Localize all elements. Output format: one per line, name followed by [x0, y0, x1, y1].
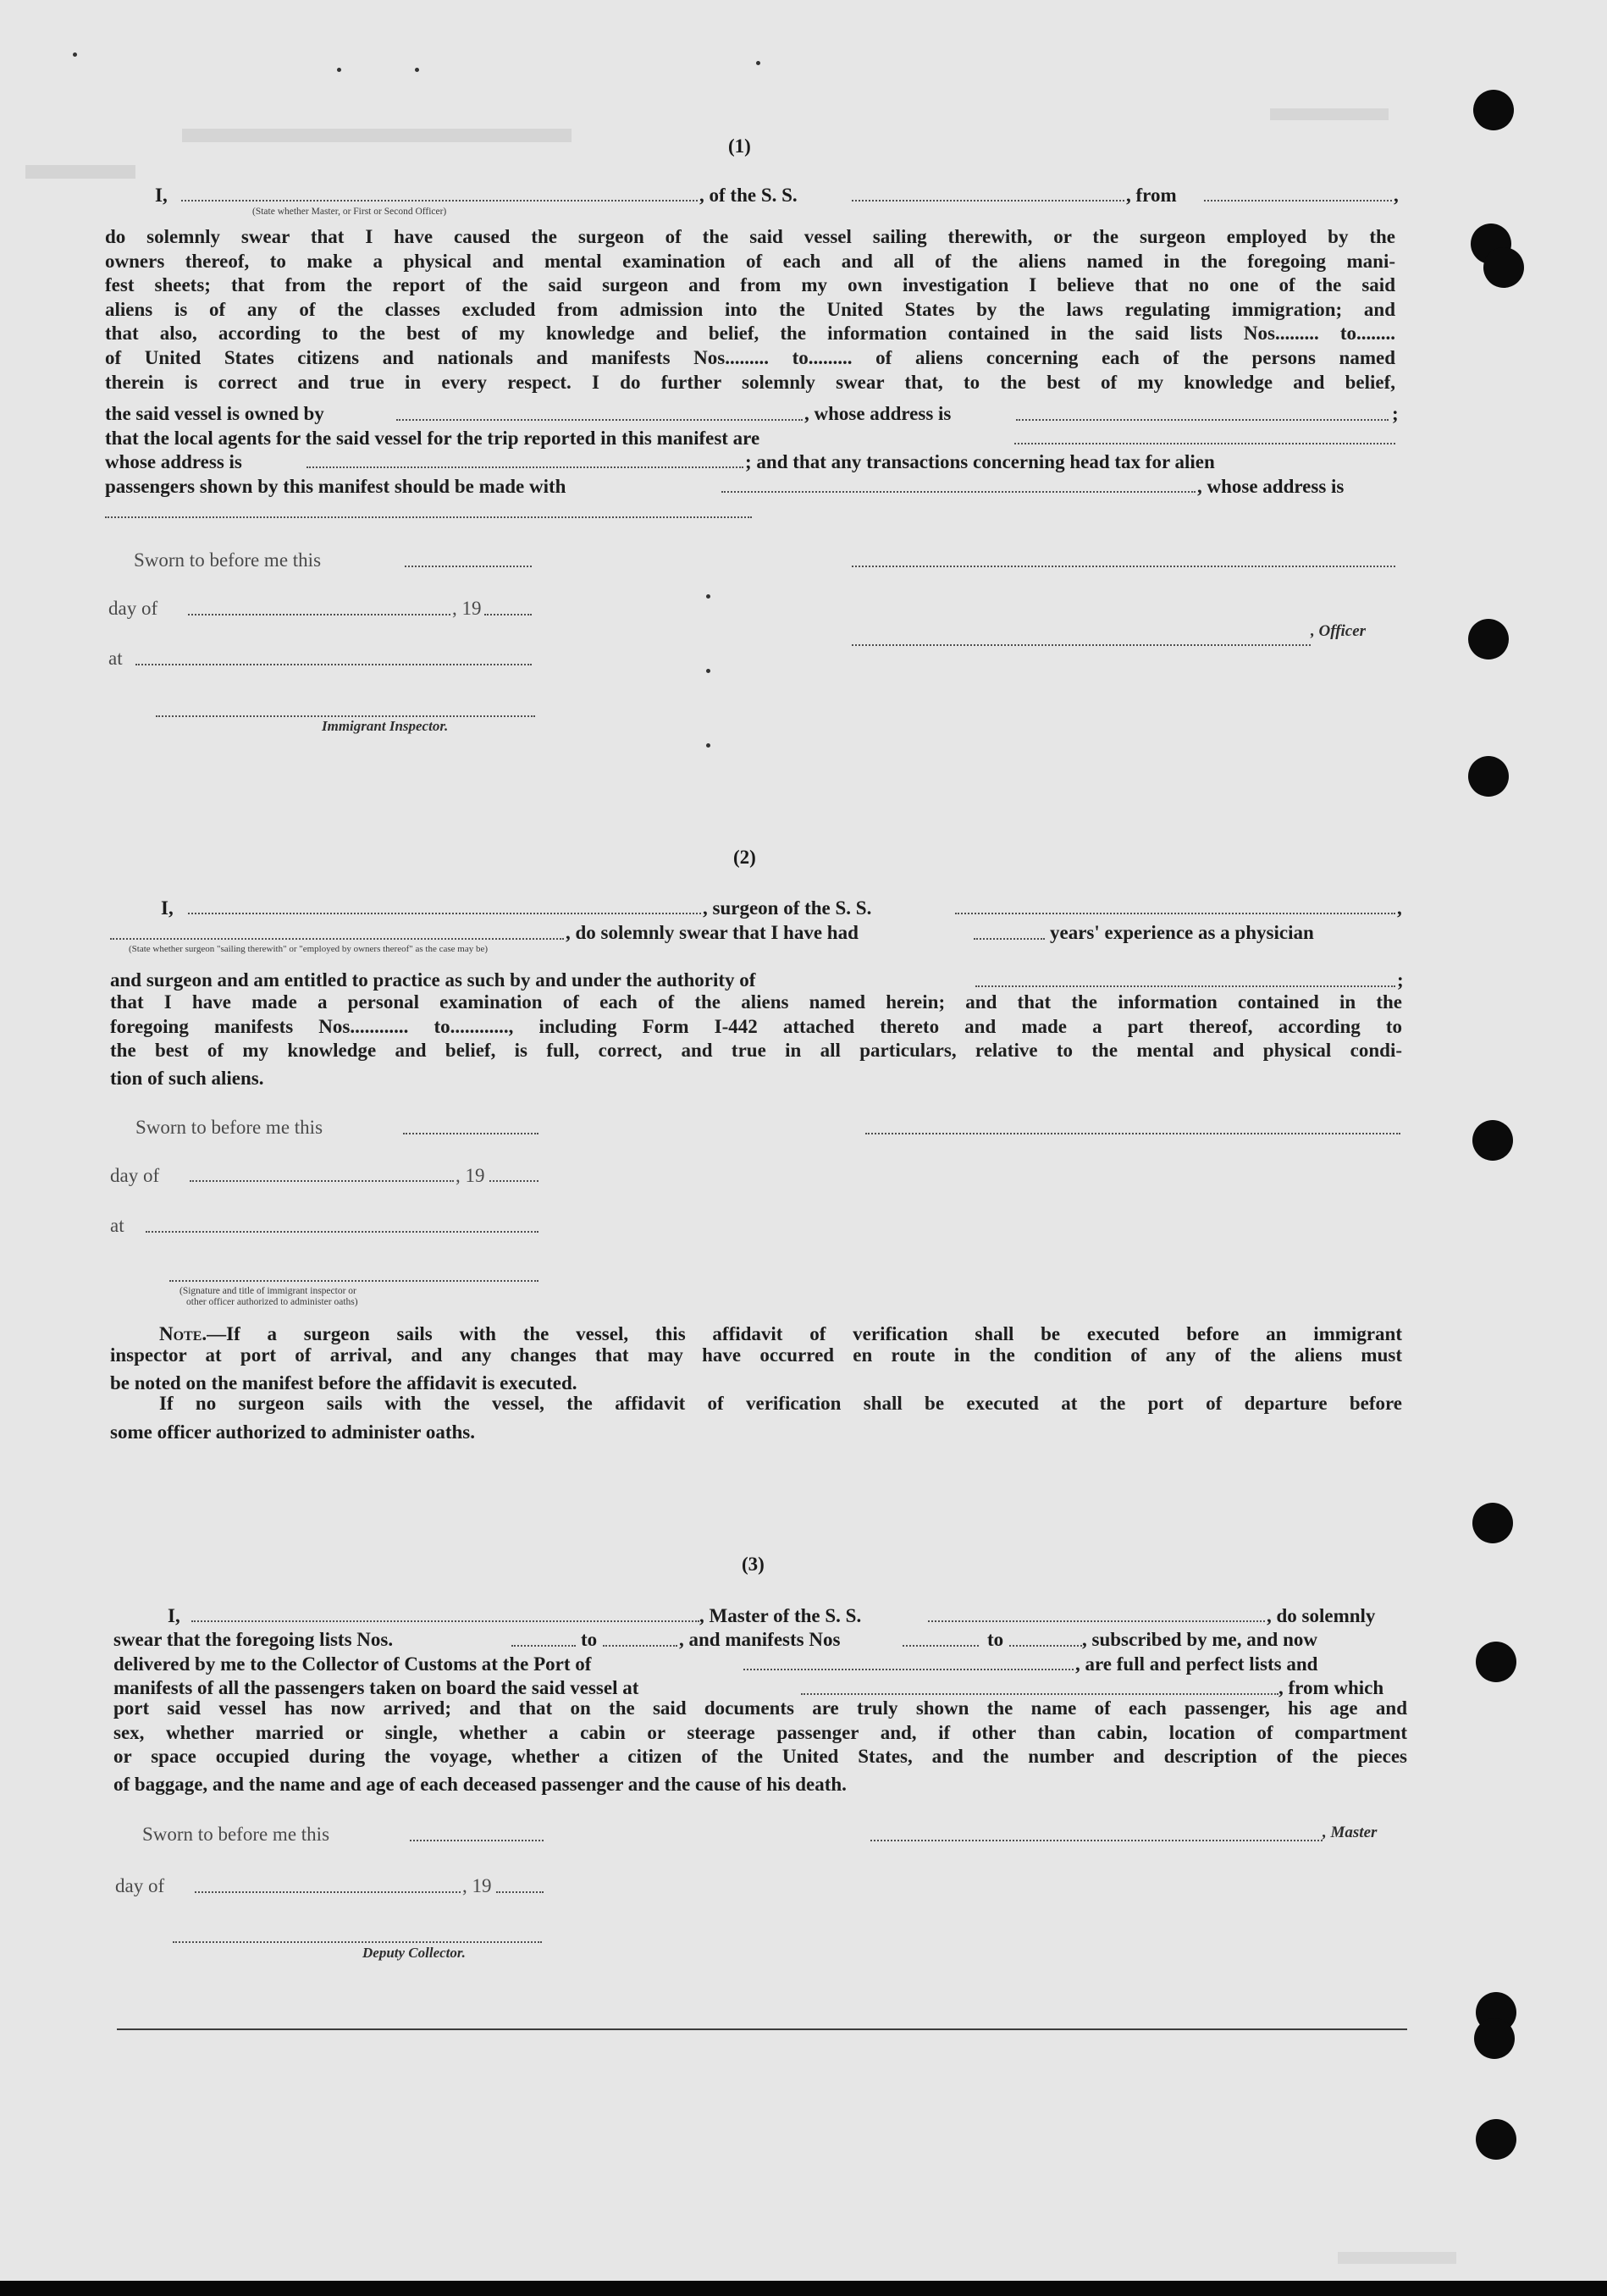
s2-at-blank	[146, 1231, 538, 1233]
s1-agents-address-blank	[306, 466, 743, 468]
s3-deputy-label: Deputy Collector.	[362, 1945, 466, 1961]
s1-head-tax: ; and that any transactions concerning head tax for alien	[745, 451, 1215, 472]
s2-semicolon: ;	[1397, 969, 1404, 991]
s1-body-line: therein is correct and true in every respect. I do further solemnly swear that, to the best of my knowledge and belief,	[105, 371, 1395, 393]
s3-collector-line	[173, 1941, 542, 1943]
s2-authority-blank	[975, 985, 1395, 987]
section-1-heading: (1)	[728, 135, 751, 157]
s1-year-blank	[484, 614, 532, 615]
s2-surgeon-of: , surgeon of the S. S.	[703, 897, 872, 919]
s3-master-label: , Master	[1323, 1824, 1378, 1841]
s2-note-line-1	[110, 1324, 1402, 1344]
s3-master-of: , Master of the S. S.	[699, 1605, 862, 1626]
s2-sig-caption-2: other officer authorized to administer oaths)	[186, 1297, 358, 1307]
s3-port-blank	[743, 1669, 1074, 1670]
s2-note-body	[110, 1344, 1402, 1368]
s2-note2-line-2: some officer authorized to administer oaths.	[110, 1421, 475, 1443]
section-3-heading: (3)	[742, 1554, 765, 1575]
s1-at-blank	[135, 664, 532, 665]
s1-whose-address-is: whose address is	[105, 451, 242, 472]
s1-officer-name-blank	[181, 200, 698, 201]
s3-year: , 19	[462, 1875, 492, 1896]
s1-from-blank	[1204, 200, 1392, 201]
s3-body-line: or space occupied during the voyage, whether a citizen of the United States, and the number and description of the pieces	[113, 1746, 1407, 1768]
s1-sworn: Sworn to before me this	[134, 549, 322, 571]
s1-inspector-label: Immigrant Inspector.	[322, 718, 449, 734]
s1-day-of: day of	[108, 598, 158, 619]
s3-are-full: , are full and perfect lists and	[1075, 1653, 1318, 1675]
s3-year-blank	[496, 1891, 544, 1893]
s1-transactions-blank	[721, 491, 1196, 493]
punch-hole	[1472, 1120, 1513, 1161]
s3-day-of: day of	[115, 1875, 165, 1896]
s2-caption: (State whether surgeon "sailing therewith" or "employed by owners thereof" as the case may be)	[129, 944, 489, 954]
section-2-heading: (2)	[733, 847, 756, 868]
s1-passengers: passengers shown by this manifest should be made with	[105, 476, 566, 497]
bleed-through-text	[25, 165, 135, 179]
s3-vessel-blank	[928, 1620, 1265, 1622]
s2-signature-line	[865, 1133, 1400, 1134]
s2-year-blank	[489, 1180, 538, 1182]
s1-semicolon: ;	[1392, 403, 1399, 424]
s1-of-ss: , of the S. S.	[699, 185, 798, 206]
s1-inspector-line	[156, 715, 535, 717]
s2-note2	[159, 1392, 1402, 1416]
s1-whose-address-end: , whose address is	[1197, 476, 1345, 497]
s2-surgeon-name-blank	[188, 913, 701, 914]
bleed-through-text	[182, 129, 572, 142]
s1-comma: ,	[1394, 185, 1399, 206]
s1-day-blank	[188, 614, 450, 615]
s3-body-line: sex, whether married or single, whether a cabin or steerage passenger and, if other than cabin, location of compartment	[113, 1721, 1407, 1743]
s2-status-blank	[110, 938, 564, 940]
s3-body	[113, 1697, 1407, 1769]
scan-edge	[0, 2281, 1607, 2296]
s2-note-label: Note.	[159, 1323, 207, 1344]
s3-and-manifests: , and manifests Nos	[679, 1629, 841, 1650]
s1-year: , 19	[452, 598, 482, 619]
s2-years-blank	[974, 938, 1045, 940]
s2-vessel-blank	[955, 913, 1395, 914]
s2-body-line: foregoing manifests Nos............ to............, including Form I-442 attached thereto and made a part thereof, according to	[110, 1015, 1402, 1037]
s1-at: at	[108, 648, 123, 669]
s3-day-blank	[195, 1891, 461, 1893]
s1-signature-line	[852, 566, 1395, 567]
s3-manifests-to-blank	[1009, 1645, 1082, 1647]
s1-body	[105, 225, 1395, 395]
s1-officer-label: , Officer	[1311, 622, 1367, 640]
punch-hole	[1476, 1642, 1516, 1682]
s2-day-of: day of	[110, 1165, 160, 1186]
s3-master-name-blank	[191, 1620, 699, 1622]
s3-lists-to-blank	[603, 1645, 677, 1647]
s2-i: I,	[161, 897, 174, 919]
s1-body-line: owners thereof, to make a physical and mental examination of each and all of the aliens named in the foregoing mani-	[105, 250, 1395, 272]
s3-lists-from-blank	[511, 1645, 576, 1647]
s3-to-2: to	[987, 1629, 1004, 1650]
s1-final-address-blank	[105, 516, 752, 518]
s1-agents-blank	[1014, 443, 1395, 444]
bleed-through-text	[1270, 108, 1389, 120]
s1-vessel-blank	[852, 200, 1124, 201]
s1-whose-address: , whose address is	[804, 403, 952, 424]
s1-body-line: do solemnly swear that I have caused the surgeon of the said vessel sailing therewith, or the surgeon employed by the	[105, 226, 1395, 247]
bottom-rule	[117, 2028, 1407, 2030]
s1-owner-address-blank	[1016, 419, 1389, 421]
s3-manifests-of: manifests of all the passengers taken on board the said vessel at	[113, 1677, 639, 1698]
s2-tion: tion of such aliens.	[110, 1068, 264, 1089]
speck	[756, 61, 760, 65]
s2-at: at	[110, 1215, 124, 1236]
s2-body	[110, 991, 1402, 1063]
speck	[337, 68, 341, 72]
s1-from: , from	[1126, 185, 1177, 206]
s3-sworn: Sworn to before me this	[142, 1824, 330, 1845]
s2-note-text: —If a surgeon sails with the vessel, this affidavit of verification shall be executed before an immigrant	[207, 1323, 1402, 1344]
s2-year: , 19	[456, 1165, 485, 1186]
s3-delivered: delivered by me to the Collector of Customs at the Port of	[113, 1653, 592, 1675]
punch-hole	[1468, 619, 1509, 660]
punch-hole	[1483, 247, 1524, 288]
punch-hole	[1468, 756, 1509, 797]
s3-sworn-blank	[410, 1840, 544, 1841]
speck	[706, 743, 710, 748]
speck	[73, 52, 77, 57]
s2-inspector-line	[169, 1280, 538, 1282]
s3-do-solemnly: , do solemnly	[1267, 1605, 1376, 1626]
s1-local-agents: that the local agents for the said vessel for the trip reported in this manifest are	[105, 428, 760, 449]
s3-subscribed: , subscribed by me, and now	[1082, 1629, 1317, 1650]
s2-body-line: that I have made a personal examination of each of the aliens named herein; and that the information contained in the	[110, 991, 1402, 1013]
s3-from-which: , from which	[1278, 1677, 1384, 1698]
s3-port-of-departure-blank	[801, 1693, 1278, 1695]
s1-sworn-blank	[405, 566, 532, 567]
s3-i: I,	[168, 1605, 180, 1626]
s2-swear: , do solemnly swear that I have had	[566, 922, 859, 943]
s1-body-line: that also, according to the best of my knowledge and belief, the information contained in the said lists Nos......... to........	[105, 323, 1395, 345]
s3-master-signature-line	[870, 1840, 1323, 1841]
s3-to-1: to	[581, 1629, 598, 1650]
punch-hole	[1476, 2119, 1516, 2160]
s2-comma: ,	[1397, 897, 1402, 919]
s1-owned-by: the said vessel is owned by	[105, 403, 324, 424]
s1-body-line: fest sheets; that from the report of the said surgeon and from my own investigation I believe that no one of the said	[105, 274, 1395, 296]
s3-swear-lists: swear that the foregoing lists Nos.	[113, 1629, 394, 1650]
s2-body-line: the best of my knowledge and belief, is full, correct, and true in all particulars, relative to the mental and physical condi-	[110, 1040, 1402, 1062]
s2-sworn-blank	[403, 1133, 538, 1134]
s2-day-blank	[190, 1180, 454, 1182]
s2-sig-caption-1: (Signature and title of immigrant inspector or	[179, 1286, 356, 1296]
s2-note-line: inspector at port of arrival, and any changes that may have occurred en route in the condition of any of the aliens must	[110, 1344, 1402, 1366]
s1-owner-blank	[396, 419, 803, 421]
s2-years: years' experience as a physician	[1050, 922, 1314, 943]
s2-sworn: Sworn to before me this	[135, 1117, 323, 1138]
punch-hole	[1472, 1503, 1513, 1543]
s2-note-line-3: be noted on the manifest before the affidavit is executed.	[110, 1372, 577, 1394]
speck	[706, 669, 710, 673]
bleed-through-text	[1338, 2252, 1456, 2264]
speck	[415, 68, 419, 72]
s2-note2-line: If no surgeon sails with the vessel, the affidavit of verification shall be executed at the port of departure before	[159, 1393, 1402, 1414]
punch-hole	[1473, 90, 1514, 130]
s3-body-line: port said vessel has now arrived; and that on the said documents are truly shown the name of each passenger, his age and	[113, 1697, 1407, 1719]
punch-hole	[1474, 2018, 1515, 2059]
s1-body-line: aliens is of any of the classes excluded from admission into the United States by the laws regulating immigration; and	[105, 298, 1395, 320]
s1-body-line: of United States citizens and nationals and manifests Nos......... to......... of aliens concerning each of the persons named	[105, 346, 1395, 368]
speck	[706, 594, 710, 599]
s3-body-last: of baggage, and the name and age of each deceased passenger and the cause of his death.	[113, 1774, 847, 1795]
s2-authority: and surgeon and am entitled to practice as such by and under the authority of	[110, 969, 756, 991]
s1-caption: (State whether Master, or First or Second Officer)	[252, 207, 447, 217]
s1-i: I,	[155, 185, 168, 206]
s3-manifests-from-blank	[903, 1645, 979, 1647]
s1-officer-line	[852, 644, 1311, 646]
